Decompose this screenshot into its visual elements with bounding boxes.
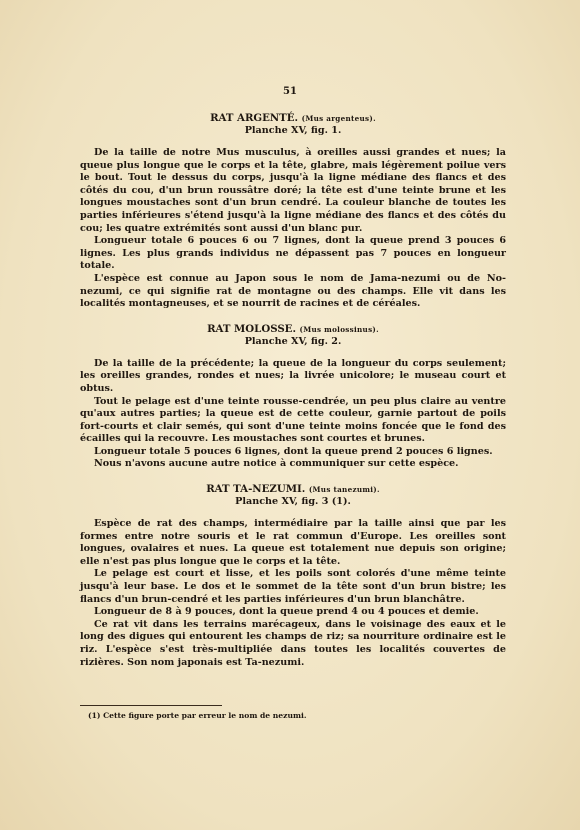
plate-reference: Planche XV, fig. 3 (1).: [235, 496, 351, 508]
footnote: (1) Cette figure porte par erreur le nom de nezumi.: [88, 711, 307, 720]
paragraph: Espèce de rat des champs, intermédiaire par la taille ainsi que par les formes entre notre souris et le rat commun d'Europe. Les oreilles sont longues, ovalaires et nues. La queue est totalement nue depuis son origine; elle n'est pas plus longue que le corps et la tête.: [80, 518, 506, 567]
paragraph: Ce rat vit dans les terrains marécageux, dans le voisinage des eaux et le long des digues qui entourent les champs de riz; sa nourriture ordinaire est le riz. L'espèce s'est très-multipliée dans toutes les localités couvertes de rizières. Son nom japonais est Ta-nezumi.: [80, 618, 506, 668]
paragraph: Nous n'avons aucune autre notice à communiquer sur cette espèce.: [94, 458, 459, 470]
paragraph: Le pelage est court et lisse, et les poils sont colorés d'une même teinte jusqu'à leur base. Le dos et le sommet de la tête sont d'un brun bistre; les flancs d'un brun-cendré et les parties inférieures d'un brun blanchâtre.: [80, 568, 506, 605]
plate-reference: Planche XV, fig. 2.: [244, 335, 342, 347]
section-title: [80, 323, 506, 336]
paragraph: Tout le pelage est d'une teinte rousse-cendrée, un peu plus claire au ventre qu'aux autres parties; la queue est de cette couleur, garnie partout de poils fort-courts et clair semés, qui sont d'une teinte moins foncée que le fond des écailles qui la recouvre. Les moustaches sont courtes et brunes.: [80, 395, 506, 445]
main-text: [80, 112, 506, 675]
paragraph: L'espèce est connue au Japon sous le nom de Jama-nezumi ou de No-nezumi, ce qui signifie rat de montagne ou des champs. Elle vit dans les localités montagneuses, et se nourrit de racines et de céréales.: [80, 272, 506, 310]
section-rat-argente: [80, 112, 506, 311]
title-text: RAT ARGENTÉ.: [210, 112, 299, 124]
page-number: 51: [283, 86, 297, 97]
paragraph: Longueur de 8 à 9 pouces, dont la queue prend 4 ou 4 pouces et demie.: [94, 606, 479, 618]
title-text: RAT TA-NEZUMI.: [206, 483, 306, 496]
latin-name: (Mus tanezumi).: [308, 485, 380, 495]
section-rat-ta-nezumi: [80, 483, 506, 669]
section-title: [80, 483, 506, 496]
paragraph: Longueur totale 5 pouces 6 lignes, dont la queue prend 2 pouces 6 lignes.: [94, 445, 493, 457]
section-title: [80, 112, 506, 125]
latin-name: (Mus argenteus).: [301, 114, 376, 123]
title-text: RAT MOLOSSE.: [207, 322, 296, 335]
plate-reference: Planche XV, fig. 1.: [244, 125, 342, 136]
paragraph: De la taille de notre Mus musculus, à oreilles aussi grandes et nues; la queue plus longue que le corps et la tête, glabre, mais légèrement poilue vers le bout. Tout le dessus du corps, jusqu'à la ligne médiane des flancs et des côtés du cou, d'un brun roussâtre doré; la tête est d'une teinte brune et les longues moustaches sont d'un brun cendré. La couleur blanche de toutes les parties inférieures s'étend jusqu'à la ligne médiane des flancs et des côtés du cou; les quatre extrémités sont aussi d'un blanc pur.: [80, 147, 506, 234]
paragraph: Longueur totale 6 pouces 6 ou 7 lignes, dont la queue prend 3 pouces 6 lignes. Les plus grands individus ne dépassent pas 7 pouces en longueur totale.: [80, 235, 506, 272]
paragraph: De la taille de la précédente; la queue de la longueur du corps seulement; les oreilles grandes, rondes et nues; la livrée unicolore; le museau court et obtus.: [80, 357, 506, 394]
footnote-rule: [80, 705, 222, 706]
section-rat-molosse: [80, 323, 506, 471]
latin-name: (Mus molossinus).: [299, 324, 379, 334]
